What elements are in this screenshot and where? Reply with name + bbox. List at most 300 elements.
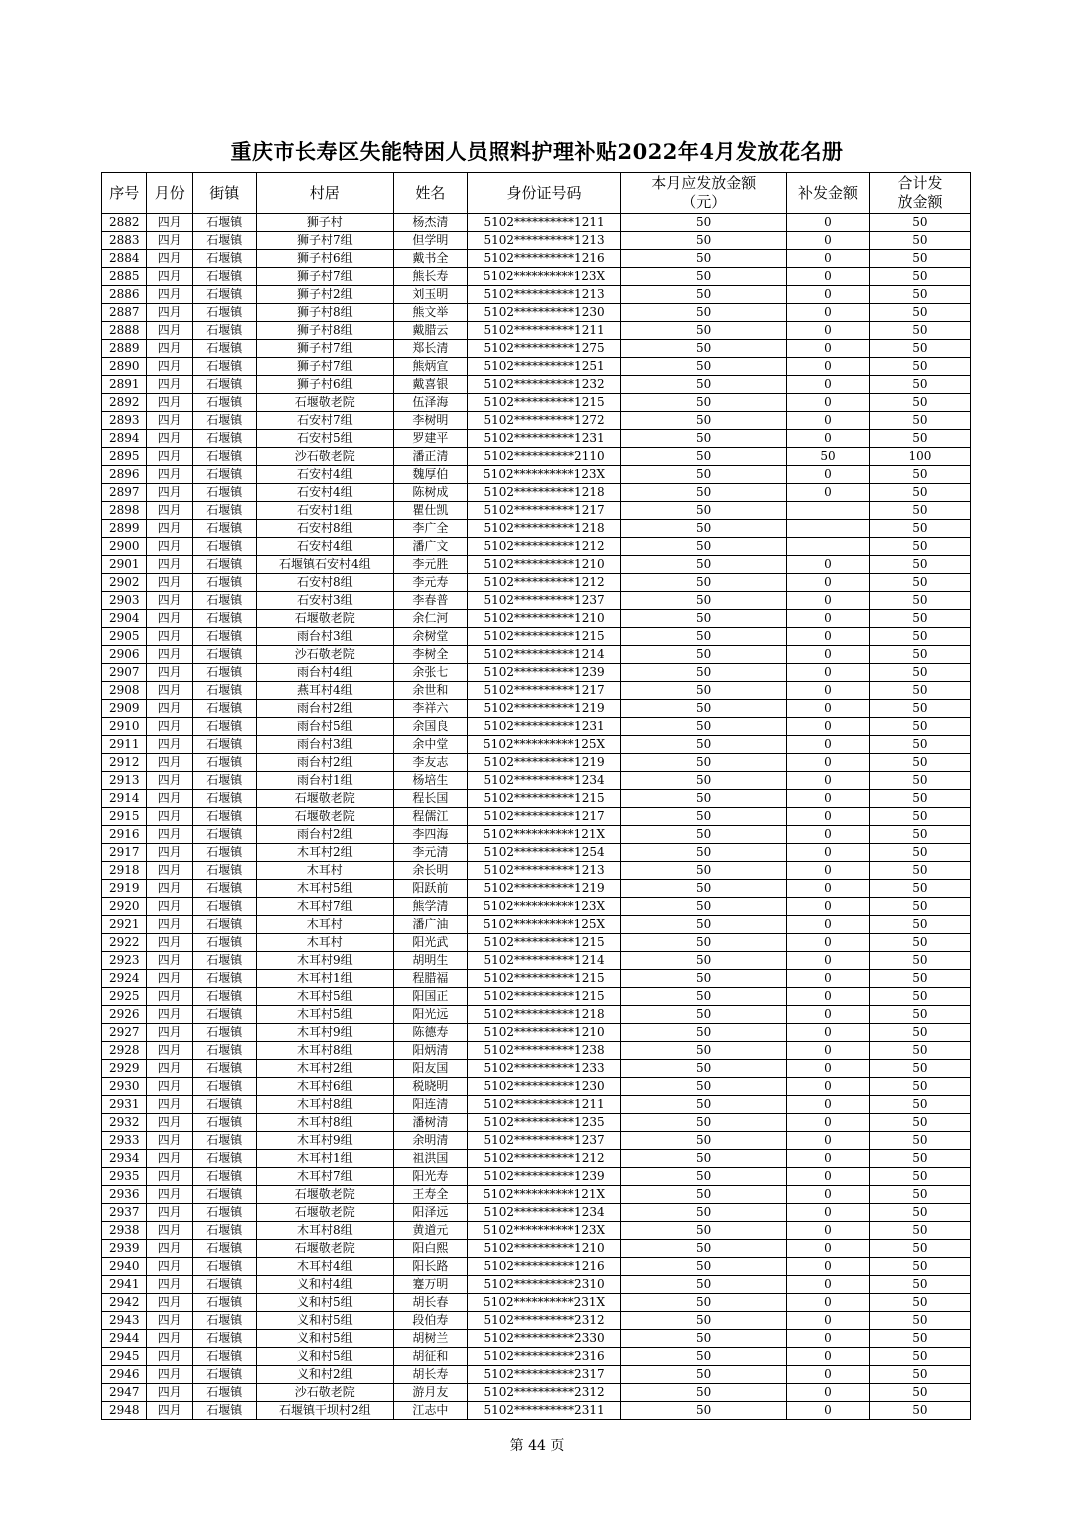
cell-supp: 0 [787, 1042, 870, 1060]
cell-name: 税晓明 [394, 1078, 468, 1096]
cell-name: 李树明 [394, 412, 468, 430]
cell-name: 郑长清 [394, 340, 468, 358]
cell-seq: 2913 [102, 772, 147, 790]
cell-seq: 2899 [102, 520, 147, 538]
cell-supp: 0 [787, 1024, 870, 1042]
table-row [102, 826, 971, 844]
cell-village: 狮子村8组 [256, 322, 393, 340]
cell-village: 雨台村3组 [256, 736, 393, 754]
cell-name: 李友志 [394, 754, 468, 772]
cell-month: 四月 [147, 322, 192, 340]
cell-village: 木耳村9组 [256, 1132, 393, 1150]
cell-total: 50 [869, 1204, 970, 1222]
cell-month: 四月 [147, 1204, 192, 1222]
cell-due: 50 [621, 898, 787, 916]
cell-supp: 0 [787, 304, 870, 322]
cell-id: 5102**********1239 [467, 1168, 621, 1186]
cell-village: 狮子村6组 [256, 376, 393, 394]
cell-town: 石堰镇 [192, 1150, 256, 1168]
cell-total: 50 [869, 790, 970, 808]
table-row [102, 646, 971, 664]
table-row [102, 1366, 971, 1384]
cell-id: 5102**********1215 [467, 970, 621, 988]
cell-town: 石堰镇 [192, 322, 256, 340]
cell-id: 5102**********1218 [467, 520, 621, 538]
cell-due: 50 [621, 1312, 787, 1330]
cell-month: 四月 [147, 286, 192, 304]
cell-town: 石堰镇 [192, 1132, 256, 1150]
cell-village: 木耳村5组 [256, 1006, 393, 1024]
cell-name: 余张七 [394, 664, 468, 682]
cell-seq: 2896 [102, 466, 147, 484]
cell-id: 5102**********1211 [467, 322, 621, 340]
cell-id: 5102**********1215 [467, 934, 621, 952]
cell-supp: 0 [787, 286, 870, 304]
cell-village: 木耳村 [256, 934, 393, 952]
cell-village: 狮子村7组 [256, 340, 393, 358]
cell-supp: 0 [787, 322, 870, 340]
cell-id: 5102**********1215 [467, 988, 621, 1006]
cell-month: 四月 [147, 934, 192, 952]
cell-total: 50 [869, 1258, 970, 1276]
cell-supp: 0 [787, 610, 870, 628]
cell-town: 石堰镇 [192, 304, 256, 322]
cell-town: 石堰镇 [192, 844, 256, 862]
cell-seq: 2911 [102, 736, 147, 754]
cell-town: 石堰镇 [192, 1384, 256, 1402]
header-total: 合计发放金额 [869, 173, 970, 214]
cell-month: 四月 [147, 1114, 192, 1132]
cell-due: 50 [621, 1276, 787, 1294]
cell-total: 50 [869, 736, 970, 754]
cell-supp: 0 [787, 916, 870, 934]
table-row [102, 916, 971, 934]
cell-name: 余树堂 [394, 628, 468, 646]
cell-town: 石堰镇 [192, 628, 256, 646]
document-title: 重庆市长寿区失能特困人员照料护理补贴2022年4月发放花名册 [230, 139, 844, 164]
cell-id: 5102**********123X [467, 1222, 621, 1240]
cell-supp: 0 [787, 340, 870, 358]
cell-total: 50 [869, 628, 970, 646]
cell-village: 雨台村2组 [256, 754, 393, 772]
footer-prefix: 第 [509, 1438, 524, 1454]
cell-town: 石堰镇 [192, 538, 256, 556]
cell-total: 100 [869, 448, 970, 466]
cell-total: 50 [869, 466, 970, 484]
cell-id: 5102**********1238 [467, 1042, 621, 1060]
cell-month: 四月 [147, 1222, 192, 1240]
cell-supp: 0 [787, 1402, 870, 1420]
cell-total: 50 [869, 682, 970, 700]
cell-seq: 2941 [102, 1276, 147, 1294]
cell-id: 5102**********1212 [467, 1150, 621, 1168]
table-row [102, 718, 971, 736]
cell-id: 5102**********2316 [467, 1348, 621, 1366]
cell-town: 石堰镇 [192, 556, 256, 574]
cell-supp: 0 [787, 1078, 870, 1096]
cell-village: 石堰敬老院 [256, 1186, 393, 1204]
cell-due: 50 [621, 610, 787, 628]
cell-village: 沙石敬老院 [256, 448, 393, 466]
cell-total: 50 [869, 934, 970, 952]
cell-seq: 2893 [102, 412, 147, 430]
cell-town: 石堰镇 [192, 520, 256, 538]
cell-month: 四月 [147, 520, 192, 538]
cell-due: 50 [621, 1222, 787, 1240]
cell-due: 50 [621, 286, 787, 304]
cell-month: 四月 [147, 1276, 192, 1294]
cell-supp: 0 [787, 574, 870, 592]
cell-total: 50 [869, 1312, 970, 1330]
cell-village: 义和村5组 [256, 1330, 393, 1348]
cell-month: 四月 [147, 790, 192, 808]
cell-total: 50 [869, 340, 970, 358]
table-row [102, 520, 971, 538]
page-footer [0, 1435, 1074, 1455]
cell-town: 石堰镇 [192, 376, 256, 394]
cell-total: 50 [869, 1150, 970, 1168]
table-row [102, 1060, 971, 1078]
cell-seq: 2882 [102, 214, 147, 232]
cell-month: 四月 [147, 232, 192, 250]
cell-due: 50 [621, 862, 787, 880]
cell-month: 四月 [147, 466, 192, 484]
cell-supp: 0 [787, 1276, 870, 1294]
cell-name: 潘广文 [394, 538, 468, 556]
cell-supp: 0 [787, 808, 870, 826]
cell-supp: 0 [787, 1240, 870, 1258]
cell-seq: 2918 [102, 862, 147, 880]
cell-town: 石堰镇 [192, 1240, 256, 1258]
cell-name: 陈树成 [394, 484, 468, 502]
cell-town: 石堰镇 [192, 1402, 256, 1420]
cell-due: 50 [621, 1150, 787, 1168]
cell-due: 50 [621, 1078, 787, 1096]
table-row [102, 1222, 971, 1240]
cell-town: 石堰镇 [192, 1366, 256, 1384]
cell-total: 50 [869, 358, 970, 376]
cell-name: 程腊福 [394, 970, 468, 988]
cell-village: 木耳村1组 [256, 970, 393, 988]
cell-due: 50 [621, 250, 787, 268]
cell-id: 5102**********1215 [467, 790, 621, 808]
cell-town: 石堰镇 [192, 1168, 256, 1186]
cell-name: 罗建平 [394, 430, 468, 448]
cell-town: 石堰镇 [192, 340, 256, 358]
cell-name: 魏厚伯 [394, 466, 468, 484]
cell-id: 5102**********1231 [467, 718, 621, 736]
cell-id: 5102**********1212 [467, 574, 621, 592]
cell-supp: 0 [787, 1384, 870, 1402]
cell-due: 50 [621, 754, 787, 772]
cell-id: 5102**********1214 [467, 952, 621, 970]
cell-seq: 2926 [102, 1006, 147, 1024]
cell-month: 四月 [147, 988, 192, 1006]
cell-name: 阳光武 [394, 934, 468, 952]
table-row [102, 322, 971, 340]
cell-due: 50 [621, 970, 787, 988]
table-row [102, 970, 971, 988]
cell-month: 四月 [147, 700, 192, 718]
cell-month: 四月 [147, 214, 192, 232]
cell-village: 狮子村7组 [256, 358, 393, 376]
cell-month: 四月 [147, 646, 192, 664]
cell-name: 李祥六 [394, 700, 468, 718]
cell-town: 石堰镇 [192, 412, 256, 430]
cell-total: 50 [869, 844, 970, 862]
cell-town: 石堰镇 [192, 610, 256, 628]
cell-town: 石堰镇 [192, 1060, 256, 1078]
table-row [102, 502, 971, 520]
cell-seq: 2887 [102, 304, 147, 322]
cell-id: 5102**********1219 [467, 754, 621, 772]
cell-month: 四月 [147, 556, 192, 574]
cell-id: 5102**********1218 [467, 484, 621, 502]
cell-due: 50 [621, 268, 787, 286]
cell-month: 四月 [147, 304, 192, 322]
cell-id: 5102**********121X [467, 1186, 621, 1204]
cell-month: 四月 [147, 1096, 192, 1114]
cell-name: 胡明生 [394, 952, 468, 970]
cell-due: 50 [621, 1366, 787, 1384]
cell-town: 石堰镇 [192, 790, 256, 808]
table-row [102, 556, 971, 574]
cell-village: 石堰镇干坝村2组 [256, 1402, 393, 1420]
cell-name: 戴书全 [394, 250, 468, 268]
cell-due: 50 [621, 934, 787, 952]
cell-month: 四月 [147, 826, 192, 844]
cell-total: 50 [869, 898, 970, 916]
cell-town: 石堰镇 [192, 970, 256, 988]
cell-id: 5102**********1234 [467, 772, 621, 790]
table-row [102, 1150, 971, 1168]
cell-supp: 0 [787, 484, 870, 502]
cell-seq: 2920 [102, 898, 147, 916]
cell-seq: 2897 [102, 484, 147, 502]
cell-name: 阳泽远 [394, 1204, 468, 1222]
cell-supp: 0 [787, 664, 870, 682]
cell-town: 石堰镇 [192, 826, 256, 844]
cell-supp: 0 [787, 898, 870, 916]
cell-village: 木耳村 [256, 862, 393, 880]
cell-total: 50 [869, 1186, 970, 1204]
table-row [102, 952, 971, 970]
cell-name: 胡树兰 [394, 1330, 468, 1348]
cell-town: 石堰镇 [192, 1204, 256, 1222]
cell-supp: 0 [787, 700, 870, 718]
cell-due: 50 [621, 322, 787, 340]
cell-total: 50 [869, 1330, 970, 1348]
table-row [102, 592, 971, 610]
table-row [102, 232, 971, 250]
page-number: 44 [528, 1438, 546, 1454]
cell-id: 5102**********1218 [467, 1006, 621, 1024]
cell-id: 5102**********125X [467, 916, 621, 934]
cell-village: 义和村4组 [256, 1276, 393, 1294]
table-row [102, 1024, 971, 1042]
cell-seq: 2915 [102, 808, 147, 826]
table-row [102, 988, 971, 1006]
cell-seq: 2946 [102, 1366, 147, 1384]
cell-village: 木耳村5组 [256, 880, 393, 898]
cell-due: 50 [621, 1042, 787, 1060]
cell-seq: 2939 [102, 1240, 147, 1258]
cell-seq: 2898 [102, 502, 147, 520]
cell-total: 50 [869, 1384, 970, 1402]
cell-total: 50 [869, 880, 970, 898]
cell-name: 胡长寿 [394, 1366, 468, 1384]
cell-seq: 2892 [102, 394, 147, 412]
cell-town: 石堰镇 [192, 934, 256, 952]
cell-village: 木耳村2组 [256, 844, 393, 862]
cell-id: 5102**********1217 [467, 808, 621, 826]
cell-name: 余中堂 [394, 736, 468, 754]
cell-month: 四月 [147, 808, 192, 826]
cell-town: 石堰镇 [192, 358, 256, 376]
cell-month: 四月 [147, 682, 192, 700]
cell-village: 雨台村3组 [256, 628, 393, 646]
cell-seq: 2904 [102, 610, 147, 628]
cell-seq: 2884 [102, 250, 147, 268]
cell-village: 狮子村8组 [256, 304, 393, 322]
cell-total: 50 [869, 250, 970, 268]
cell-seq: 2945 [102, 1348, 147, 1366]
cell-seq: 2889 [102, 340, 147, 358]
cell-town: 石堰镇 [192, 1096, 256, 1114]
cell-id: 5102**********1213 [467, 286, 621, 304]
cell-supp: 0 [787, 1150, 870, 1168]
cell-name: 蹇万明 [394, 1276, 468, 1294]
cell-name: 余长明 [394, 862, 468, 880]
cell-name: 胡长春 [394, 1294, 468, 1312]
cell-seq: 2929 [102, 1060, 147, 1078]
cell-id: 5102**********1219 [467, 880, 621, 898]
cell-seq: 2890 [102, 358, 147, 376]
cell-town: 石堰镇 [192, 286, 256, 304]
cell-seq: 2906 [102, 646, 147, 664]
cell-due: 50 [621, 952, 787, 970]
cell-total: 50 [869, 1042, 970, 1060]
table-row [102, 628, 971, 646]
cell-month: 四月 [147, 628, 192, 646]
cell-due: 50 [621, 214, 787, 232]
cell-due: 50 [621, 340, 787, 358]
table-row [102, 214, 971, 232]
cell-town: 石堰镇 [192, 448, 256, 466]
cell-id: 5102**********1219 [467, 700, 621, 718]
cell-month: 四月 [147, 250, 192, 268]
table-row [102, 1114, 971, 1132]
cell-month: 四月 [147, 736, 192, 754]
cell-due: 50 [621, 574, 787, 592]
cell-total: 50 [869, 700, 970, 718]
cell-supp: 0 [787, 1006, 870, 1024]
cell-due: 50 [621, 394, 787, 412]
cell-month: 四月 [147, 538, 192, 556]
cell-seq: 2923 [102, 952, 147, 970]
cell-name: 李元清 [394, 844, 468, 862]
cell-total: 50 [869, 214, 970, 232]
cell-id: 5102**********1215 [467, 628, 621, 646]
cell-town: 石堰镇 [192, 1330, 256, 1348]
cell-supp: 0 [787, 1330, 870, 1348]
cell-id: 5102**********1216 [467, 1258, 621, 1276]
cell-total: 50 [869, 826, 970, 844]
cell-supp: 0 [787, 988, 870, 1006]
cell-total: 50 [869, 394, 970, 412]
cell-name: 江志中 [394, 1402, 468, 1420]
cell-village: 狮子村7组 [256, 232, 393, 250]
table-row [102, 250, 971, 268]
cell-village: 木耳村7组 [256, 1168, 393, 1186]
cell-total: 50 [869, 1060, 970, 1078]
cell-month: 四月 [147, 844, 192, 862]
cell-seq: 2883 [102, 232, 147, 250]
cell-name: 熊学清 [394, 898, 468, 916]
cell-month: 四月 [147, 610, 192, 628]
cell-town: 石堰镇 [192, 988, 256, 1006]
cell-month: 四月 [147, 718, 192, 736]
cell-id: 5102**********2312 [467, 1312, 621, 1330]
cell-village: 木耳村 [256, 916, 393, 934]
cell-town: 石堰镇 [192, 736, 256, 754]
cell-town: 石堰镇 [192, 574, 256, 592]
cell-id: 5102**********2310 [467, 1276, 621, 1294]
cell-supp: 0 [787, 880, 870, 898]
cell-supp: 50 [787, 448, 870, 466]
cell-village: 石安村5组 [256, 430, 393, 448]
cell-town: 石堰镇 [192, 466, 256, 484]
cell-supp: 0 [787, 214, 870, 232]
cell-village: 木耳村9组 [256, 952, 393, 970]
cell-supp [787, 538, 870, 556]
cell-id: 5102**********1237 [467, 592, 621, 610]
cell-town: 石堰镇 [192, 754, 256, 772]
cell-due: 50 [621, 700, 787, 718]
cell-id: 5102**********2311 [467, 1402, 621, 1420]
cell-village: 木耳村6组 [256, 1078, 393, 1096]
cell-name: 胡征和 [394, 1348, 468, 1366]
cell-total: 50 [869, 1276, 970, 1294]
cell-town: 石堰镇 [192, 430, 256, 448]
cell-supp: 0 [787, 1168, 870, 1186]
cell-total: 50 [869, 610, 970, 628]
cell-town: 石堰镇 [192, 952, 256, 970]
cell-month: 四月 [147, 1168, 192, 1186]
cell-due: 50 [621, 484, 787, 502]
cell-month: 四月 [147, 952, 192, 970]
cell-supp: 0 [787, 754, 870, 772]
cell-name: 阳光寿 [394, 1168, 468, 1186]
cell-town: 石堰镇 [192, 232, 256, 250]
cell-total: 50 [869, 1132, 970, 1150]
cell-month: 四月 [147, 754, 192, 772]
cell-due: 50 [621, 358, 787, 376]
cell-seq: 2944 [102, 1330, 147, 1348]
cell-seq: 2927 [102, 1024, 147, 1042]
cell-id: 5102**********1212 [467, 538, 621, 556]
cell-seq: 2902 [102, 574, 147, 592]
table-row [102, 484, 971, 502]
cell-name: 余国良 [394, 718, 468, 736]
cell-village: 义和村5组 [256, 1294, 393, 1312]
cell-due: 50 [621, 1060, 787, 1078]
cell-village: 义和村2组 [256, 1366, 393, 1384]
cell-seq: 2903 [102, 592, 147, 610]
cell-due: 50 [621, 664, 787, 682]
table-row [102, 268, 971, 286]
cell-seq: 2943 [102, 1312, 147, 1330]
